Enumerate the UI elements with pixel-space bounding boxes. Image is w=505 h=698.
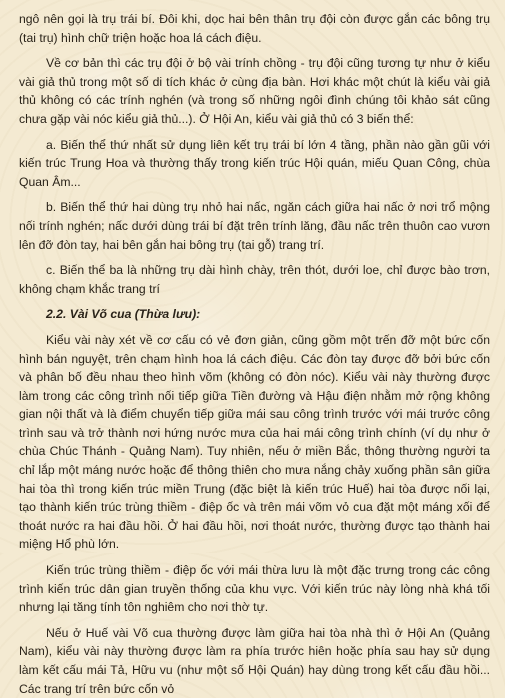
paragraph-hoi-an: Nếu ở Huế vài Võ cua thường được làm giữa hai tòa nhà thì ở Hội An (Quảng Nam), kiểu vài này thường được làm ra phía trước hiên hoặc phía sau hay sử dụng làm kết cấu mái Tả, Hữu vu (như một số Hội Quán) hay dùng trong kết cấu đầu hồi... Các trang trí trên bức cốn vỏ xyxy=(19,625,490,696)
paragraph-vo-cua-structure: Kiểu vài này xét về cơ cấu có vẻ đơn giản, cũng gồm một trến đỡ một bức cốn hình bán nguyệt, trên chạm hình hoa lá cách điệu. Các đòn tay được đỡ bởi bức cốn và phân bố đều nhau theo hình võm (không có đòn nóc). Kiểu vài này thường được làm trong các công trình nối tiếp giữa Tiền đường và Hậu điện nhằm mở rộng không gian nội thất và là điểm chuyển tiếp giữa mái sau công trình trước với mái trước công trình sau và trở thành nơi hứng nước mưa của hai mái công trình chính (ví dụ như ở chùa Chúc Thánh - Quảng Nam). Tuy nhiên, nếu ở miền Bắc, thông thường người ta chỉ lắp một máng nước hoặc để thông thiên cho mưa nắng chảy xuống phần sân giữa hai tòa thì trong kiến trúc miền Trung (đặc biệt là kiến trúc Huế) hai tòa được nối lại, tạo thành kiến trúc trùng thiềm - điệp ốc và trên mái võm vỏ cua đặt một máng xối để thoát nước ra hai đầu hồi. Ở hai đầu hồi, nơi thoát nước, thường được tạo thành hai miệng Hổ phù lớn. xyxy=(19,332,490,552)
variant-c-item: c. Biến thể ba là những trụ dài hình chày, trên thót, dưới loe, chỉ được bào trơn, không chạm khắc trang trí xyxy=(19,263,490,296)
variant-a-item: a. Biến thể thứ nhất sử dụng liên kết trụ trái bí lớn 4 tầng, phần nào gần gũi với kiến trúc Trung Hoa và thường thấy trong kiến trúc Hội quán, miếu Quan Công, chùa Quan Âm... xyxy=(19,137,490,189)
paragraph-overview: Về cơ bản thì các trụ đội ở bộ vài trính chồng - trụ đội cũng tương tự như ở kiểu vài giả thủ trong một số di tích khác ở cùng địa bàn. Hơi khác một chút là kiểu vài giả thủ không có các trính nghén (và trong số những ngôi đình chúng tôi khảo sát cũng chưa gặp vài nóc kiểu giả thủ...). Ở Hội An, kiểu vài giả thủ có 3 biến thể: xyxy=(19,56,490,126)
paragraph-continuation: ngô nên gọi là trụ trái bí. Đôi khi, dọc hai bên thân trụ đội còn được gắn các bông trụ (tai trụ) hình chữ triện hoặc hoa lá cách điệu. xyxy=(19,12,490,45)
paragraph-trung-thiem: Kiến trúc trùng thiềm - điệp ốc với mái thừa lưu là một đặc trưng trong các công trình kiến trúc dân gian truyền thống của khu vực. Với kiến trúc này lòng nhà khá tối nhưng lại tăng tính tôn nghiêm cho nơi thờ tự. xyxy=(19,563,490,615)
section-heading: 2.2. Vài Võ cua (Thừa lưu): xyxy=(46,307,201,322)
variant-b-item: b. Biến thể thứ hai dùng trụ nhỏ hai nấc, ngăn cách giữa hai nấc ở nơi trổ mộng nối trính nghén; nấc dưới dùng trái bí đặt trên trính lăng, đầu nấc trên thuôn cao vươn lên đỡ đòn tay, hai bên gắn hai bông trụ (tai gỗ) trang trí. xyxy=(19,200,490,252)
